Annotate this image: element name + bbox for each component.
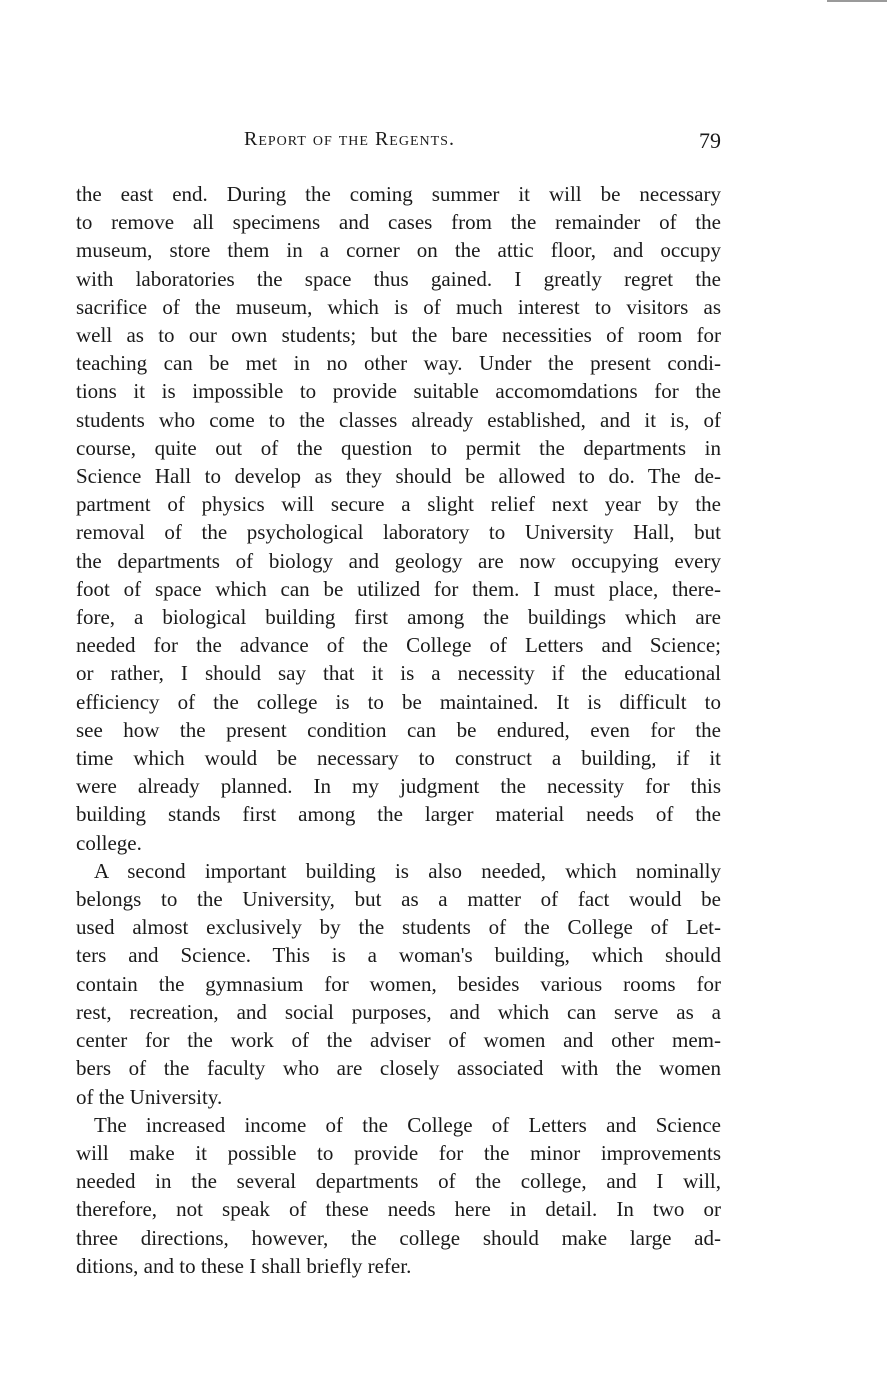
text-line: The increased income of the College of Letters and Science bbox=[94, 1112, 721, 1137]
page-header bbox=[76, 128, 721, 160]
text-line: well as to our own students; but the bare necessities of room for bbox=[76, 323, 721, 348]
text-line: tions it is impossible to provide suitable accomomdations for the bbox=[76, 379, 721, 404]
text-line: building stands first among the larger material needs of the bbox=[76, 802, 721, 827]
text-line: efficiency of the college is to be maintained. It is difficult to bbox=[76, 689, 721, 714]
text-line: of the University. bbox=[76, 1084, 223, 1109]
corner-rule bbox=[827, 0, 887, 2]
body-text bbox=[76, 180, 721, 1280]
paragraph bbox=[76, 180, 721, 857]
text-line: the departments of biology and geology are now occupying every bbox=[76, 548, 721, 573]
text-line: with laboratories the space thus gained. I greatly regret the bbox=[76, 266, 721, 291]
text-line: needed in the several departments of the college, and I will, bbox=[76, 1169, 721, 1194]
text-line: needed for the advance of the College of Letters and Science; bbox=[76, 633, 721, 658]
text-line: fore, a biological building first among the buildings which are bbox=[76, 605, 721, 630]
text-line: museum, store them in a corner on the attic floor, and occupy bbox=[76, 238, 721, 263]
paragraph bbox=[76, 857, 721, 1111]
text-line: contain the gymnasium for women, besides various rooms for bbox=[76, 971, 721, 996]
text-line: to remove all specimens and cases from the remainder of the bbox=[76, 210, 721, 235]
text-line: course, quite out of the question to permit the departments in bbox=[76, 435, 721, 460]
running-head: Report of the Regents. bbox=[244, 128, 455, 150]
text-line: ters and Science. This is a woman's building, which should bbox=[76, 943, 721, 968]
text-line: were already planned. In my judgment the necessity for this bbox=[76, 774, 721, 799]
text-line: students who come to the classes already established, and it is, of bbox=[76, 407, 721, 432]
text-line: ditions, and to these I shall briefly refer. bbox=[76, 1253, 412, 1278]
text-line: removal of the psychological laboratory to University Hall, but bbox=[76, 520, 721, 545]
text-line: belongs to the University, but as a matter of fact would be bbox=[76, 887, 721, 912]
text-line: or rather, I should say that it is a necessity if the educational bbox=[76, 661, 721, 686]
text-line: time which would be necessary to construct a building, if it bbox=[76, 746, 721, 771]
text-line: college. bbox=[76, 830, 142, 855]
text-line: the east end. During the coming summer it will be necessary bbox=[76, 182, 721, 206]
page-number: 79 bbox=[699, 128, 721, 153]
text-line: rest, recreation, and social purposes, and which can serve as a bbox=[76, 999, 721, 1024]
text-line: used almost exclusively by the students of the College of Let- bbox=[76, 915, 721, 940]
text-line: center for the work of the adviser of women and other mem- bbox=[76, 1028, 721, 1053]
text-line: partment of physics will secure a slight relief next year by the bbox=[76, 492, 721, 517]
text-line: therefore, not speak of these needs here in detail. In two or bbox=[76, 1197, 721, 1222]
text-line: teaching can be met in no other way. Under the present condi- bbox=[76, 351, 721, 376]
text-line: see how the present condition can be endured, even for the bbox=[76, 717, 721, 742]
text-line: three directions, however, the college should make large ad- bbox=[76, 1225, 721, 1250]
text-line: Science Hall to develop as they should be allowed to do. The de- bbox=[76, 464, 721, 489]
text-line: bers of the faculty who are closely associated with the women bbox=[76, 1056, 721, 1081]
paragraph bbox=[76, 1111, 721, 1280]
text-line: sacrifice of the museum, which is of much interest to visitors as bbox=[76, 294, 721, 319]
text-line: A second important building is also needed, which nominally bbox=[94, 858, 721, 883]
text-line: will make it possible to provide for the minor improvements bbox=[76, 1140, 721, 1165]
text-line: foot of space which can be utilized for them. I must place, there- bbox=[76, 576, 721, 601]
